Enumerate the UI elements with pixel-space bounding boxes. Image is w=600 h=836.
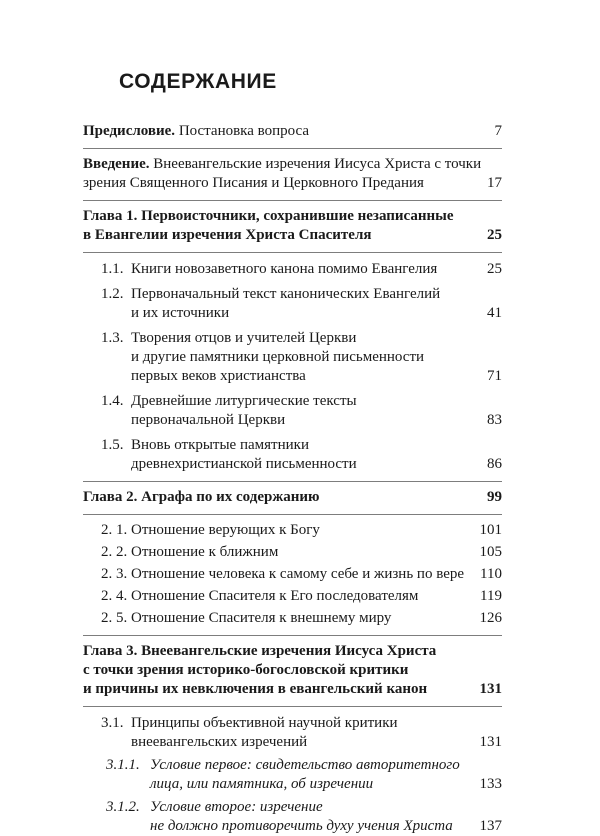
section-title-line: и другие памятники церковной письменности bbox=[131, 349, 425, 365]
subsection-title-line: Условие второе: изречение bbox=[150, 799, 323, 815]
page-number: 126 bbox=[479, 610, 502, 626]
section-number: 1.4. bbox=[101, 393, 124, 409]
section-title-line: Книги новозаветного канона помимо Евангелия bbox=[131, 261, 438, 277]
table-of-contents bbox=[83, 122, 502, 836]
subsection-number: 3.1.1. bbox=[106, 757, 140, 773]
section-title-line: Отношение к ближним bbox=[131, 544, 279, 560]
toc-entry-preface[interactable] bbox=[83, 122, 502, 141]
section-title-line: Творения отцов и учителей Церкви bbox=[131, 330, 357, 346]
toc-entry-3-1[interactable] bbox=[83, 714, 502, 752]
subsection-number: 3.1.2. bbox=[106, 799, 140, 815]
chapter-3-title-line1: Глава 3. Внеевангельские изречения Иисуса Христа bbox=[83, 643, 437, 659]
chapter-1-title-line1: Глава 1. Первоисточники, сохранившие незаписанные bbox=[83, 208, 454, 224]
subsection-title-line: Условие первое: свидетельство авторитетного bbox=[150, 757, 460, 773]
toc-entry-3-1-1[interactable] bbox=[83, 756, 502, 794]
divider bbox=[83, 635, 502, 636]
toc-entry-1-5[interactable] bbox=[83, 436, 502, 474]
section-title-line: внеевангельских изречений bbox=[131, 734, 308, 750]
page-number: 7 bbox=[494, 123, 502, 139]
section-number: 2. 4. bbox=[101, 588, 128, 604]
section-title-line: Вновь открытые памятники bbox=[131, 437, 309, 453]
page-number: 131 bbox=[479, 681, 502, 697]
subsection-title-line: не должно противоречить духу учения Христа bbox=[150, 818, 453, 834]
toc-entry-2-4[interactable] bbox=[83, 587, 502, 606]
toc-entry-3-1-2[interactable] bbox=[83, 798, 502, 836]
toc-entry-1-2[interactable] bbox=[83, 285, 502, 323]
toc-entry-chapter-3[interactable] bbox=[83, 642, 502, 699]
divider bbox=[83, 481, 502, 482]
section-number: 3.1. bbox=[101, 715, 124, 731]
section-title-line: первоначальной Церкви bbox=[131, 412, 286, 428]
divider bbox=[83, 148, 502, 149]
page-number: 17 bbox=[487, 175, 502, 191]
page-number: 137 bbox=[479, 818, 502, 834]
section-title-line: Отношение человека к самому себе и жизнь по вере bbox=[131, 566, 465, 582]
toc-entry-2-3[interactable] bbox=[83, 565, 502, 584]
section-number: 2. 2. bbox=[101, 544, 128, 560]
toc-entry-chapter-1[interactable] bbox=[83, 207, 502, 245]
section-title-line: и их источники bbox=[131, 305, 230, 321]
section-title-line: Отношение верующих к Богу bbox=[131, 522, 320, 538]
page-number: 101 bbox=[479, 522, 502, 538]
section-number: 1.5. bbox=[101, 437, 124, 453]
section-title-line: древнехристианской письменности bbox=[131, 456, 357, 472]
intro-title-line2: зрения Священного Писания и Церковного Предания bbox=[83, 175, 424, 191]
preface-label: Предисловие. bbox=[83, 123, 176, 139]
page-number: 131 bbox=[479, 734, 502, 750]
toc-entry-2-5[interactable] bbox=[83, 609, 502, 628]
subsection-title-line: лица, или памятника, об изречении bbox=[150, 776, 374, 792]
toc-entry-1-4[interactable] bbox=[83, 392, 502, 430]
page-number: 133 bbox=[479, 776, 502, 792]
section-title-line: Отношение Спасителя к Его последователям bbox=[131, 588, 419, 604]
page-title: СОДЕРЖАНИЕ bbox=[119, 70, 277, 93]
page-number: 25 bbox=[487, 261, 502, 277]
intro-title-line1: Внеевангельские изречения Иисуса Христа с точки bbox=[153, 156, 482, 172]
divider bbox=[83, 200, 502, 201]
section-number: 1.1. bbox=[101, 261, 124, 277]
page-number: 83 bbox=[487, 412, 502, 428]
page-number: 105 bbox=[479, 544, 502, 560]
section-number: 2. 1. bbox=[101, 522, 128, 538]
page-number: 99 bbox=[487, 489, 502, 505]
page-number: 119 bbox=[480, 588, 502, 604]
toc-entry-1-3[interactable] bbox=[83, 329, 502, 386]
section-title-line: первых веков христианства bbox=[131, 368, 306, 384]
section-title-line: Древнейшие литургические тексты bbox=[131, 393, 357, 409]
section-number: 1.2. bbox=[101, 286, 124, 302]
toc-entry-2-2[interactable] bbox=[83, 543, 502, 562]
toc-entry-introduction[interactable] bbox=[83, 155, 502, 193]
chapter-3-title-line2: с точки зрения историко-богословской критики bbox=[83, 662, 409, 678]
section-title-line: Отношение Спасителя к внешнему миру bbox=[131, 610, 392, 626]
toc-entry-chapter-2[interactable] bbox=[83, 488, 502, 507]
section-title-line: Первоначальный текст канонических Евангелий bbox=[131, 286, 441, 302]
section-number: 2. 5. bbox=[101, 610, 128, 626]
page-number: 71 bbox=[487, 368, 502, 384]
page-number: 86 bbox=[487, 456, 502, 472]
page-number: 25 bbox=[487, 227, 502, 243]
toc-entry-2-1[interactable] bbox=[83, 521, 502, 540]
section-number: 2. 3. bbox=[101, 566, 128, 582]
page-number: 110 bbox=[480, 566, 502, 582]
toc-entry-1-1[interactable] bbox=[83, 260, 502, 279]
section-number: 1.3. bbox=[101, 330, 124, 346]
chapter-1-title-line2: в Евангелии изречения Христа Спасителя bbox=[83, 227, 372, 243]
intro-label: Введение. bbox=[83, 156, 150, 172]
chapter-3-title-line3: и причины их невключения в евангельский канон bbox=[83, 681, 428, 697]
section-title-line: Принципы объективной научной критики bbox=[131, 715, 398, 731]
preface-title: Постановка вопроса bbox=[178, 123, 310, 139]
page-number: 41 bbox=[487, 305, 502, 321]
chapter-2-title: Глава 2. Аграфа по их содержанию bbox=[83, 489, 320, 505]
